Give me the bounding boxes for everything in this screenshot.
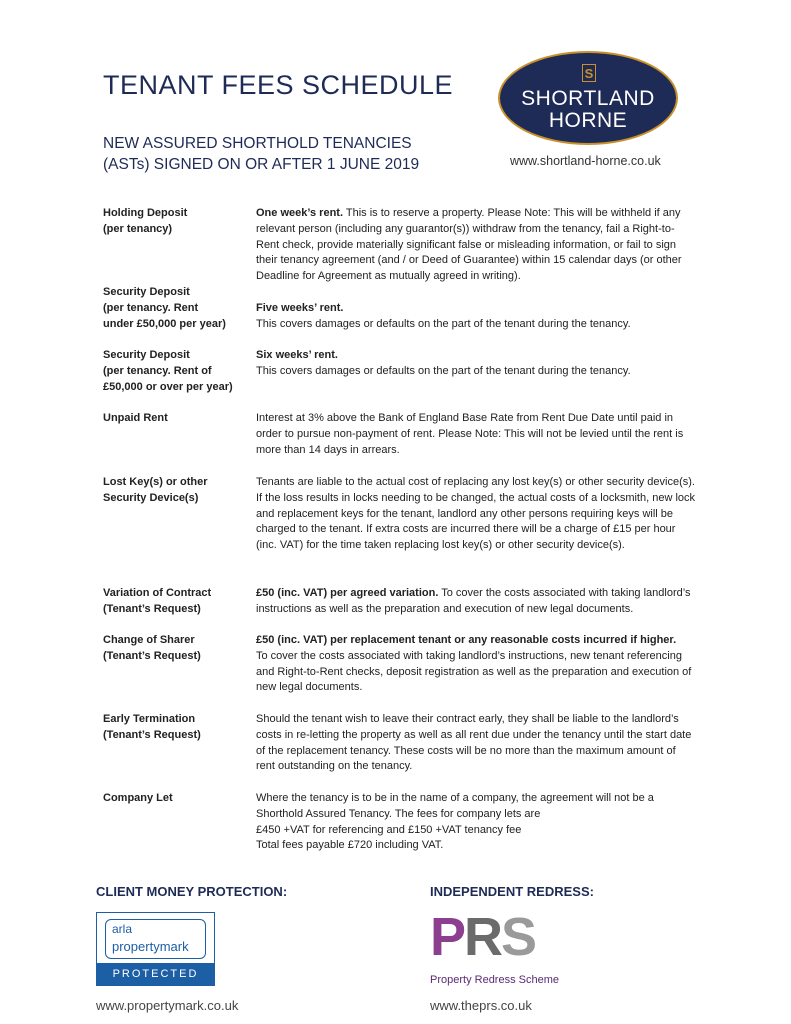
fee-label: Unpaid Rent (103, 412, 168, 424)
fee-label: Security Deposit (per tenancy. Rent of £50,000 or over per year) (103, 349, 233, 393)
fee-description: Six weeks’ rent. This covers damages or defaults on the part of the tenant during the tenancy. (256, 349, 631, 377)
fee-label: Early Termination (Tenant’s Request) (103, 713, 201, 741)
shortland-horne-logo (498, 51, 678, 145)
propertymark-text: propertymark (112, 939, 189, 954)
arla-badge (105, 919, 206, 959)
prs-letters (430, 906, 535, 968)
prs-caption: Property Redress Scheme (430, 974, 559, 986)
logo-monogram-icon: S (582, 64, 596, 82)
arla-propertymark-logo (96, 912, 215, 986)
prs-letter-r: R (464, 907, 502, 967)
fee-description: Should the tenant wish to leave their contract early, they shall be liable to the landlord’s costs in re-letting the property as well as all rent due under the tenancy until the start date of the replacement tenancy. These costs will be no more than the maximum amount of rent outstanding on the tenancy. (256, 713, 692, 773)
prs-logo (430, 907, 570, 992)
page-title: TENANT FEES SCHEDULE (103, 70, 454, 100)
prs-letter-s: S (501, 907, 536, 967)
fee-label: Variation of Contract (Tenant’s Request) (103, 587, 212, 615)
logo-line-2: HORNE (548, 109, 628, 132)
fee-description: Tenants are liable to the actual cost of replacing any lost key(s) or other security device(s). If the loss results in locks needing to be changed, the actual costs of a locksmith, new lock and replacement keys for the tenant, landlord any other persons requiring keys will be charged to the tenant. If extra costs are incurred there will be a charge of £15 per hour (inc. VAT) for the time taken replacing lost key(s) or other security device(s). (256, 476, 696, 552)
prs-letter-p: P (430, 907, 465, 967)
protected-bar: PROTECTED (97, 963, 214, 985)
propertymark-url[interactable]: www.propertymark.co.uk (96, 998, 239, 1013)
fee-description: Five weeks’ rent. This covers damages or defaults on the part of the tenant during the tenancy. (256, 301, 631, 330)
fee-description: £50 (inc. VAT) per replacement tenant or any reasonable costs incurred if higher. To cover the costs associated with taking landlord’s instructions, new tenant referencing and Right-to-Rent checks, deposit registration as well as the preparation and execution of new legal documents. (256, 634, 692, 694)
fee-label: Change of Sharer (Tenant’s Request) (103, 634, 201, 662)
prs-url[interactable]: www.theprs.co.uk (430, 998, 532, 1013)
subtitle-line-2: (ASTs) SIGNED ON OR AFTER 1 JUNE 2019 (103, 156, 420, 173)
fee-label: Holding Deposit (per tenancy) (103, 207, 188, 235)
fee-description: Where the tenancy is to be in the name of a company, the agreement will not be a Shorthold Assured Tenancy. The fees for company lets are £450 +VAT for referencing and £150 +VAT tenancy fee Total fees payable £720 including VAT. (256, 792, 654, 852)
logo-line-1: SHORTLAND (521, 87, 655, 110)
subtitle (103, 133, 419, 175)
fee-description: £50 (inc. VAT) per agreed variation. To cover the costs associated with taking landlord’s instructions as well as the preparation and execution of new legal documents. (256, 587, 691, 615)
fee-label: Lost Key(s) or other Security Device(s) (103, 476, 208, 504)
fee-label: Company Let (103, 792, 173, 804)
arla-text: arla (112, 922, 133, 936)
client-money-heading: CLIENT MONEY PROTECTION: (96, 884, 288, 899)
fee-label: Security Deposit (per tenancy. Rent under £50,000 per year) (103, 286, 226, 330)
company-website[interactable]: www.shortland-horne.co.uk (510, 154, 661, 168)
fee-description: Interest at 3% above the Bank of England Base Rate from Rent Due Date until paid in order to pursue non-payment of rent. Please Note: This will not be levied until the rent is more than 14 days in arrears. (256, 412, 684, 456)
subtitle-line-1: NEW ASSURED SHORTHOLD TENANCIES (103, 135, 412, 152)
fee-description: One week’s rent. This is to reserve a property. Please Note: This will be withheld if any relevant person (including any guarantor(s)) withdraw from the tenancy, fail a Right-to-Rent check, provide materially significant false or misleading information, or fail to sign their tenancy agreement (and / or Deed of Guarantee) within 15 calendar days (or other Deadline for Agreement as mutually agreed in writing). (256, 207, 682, 283)
redress-heading: INDEPENDENT REDRESS: (430, 884, 594, 899)
